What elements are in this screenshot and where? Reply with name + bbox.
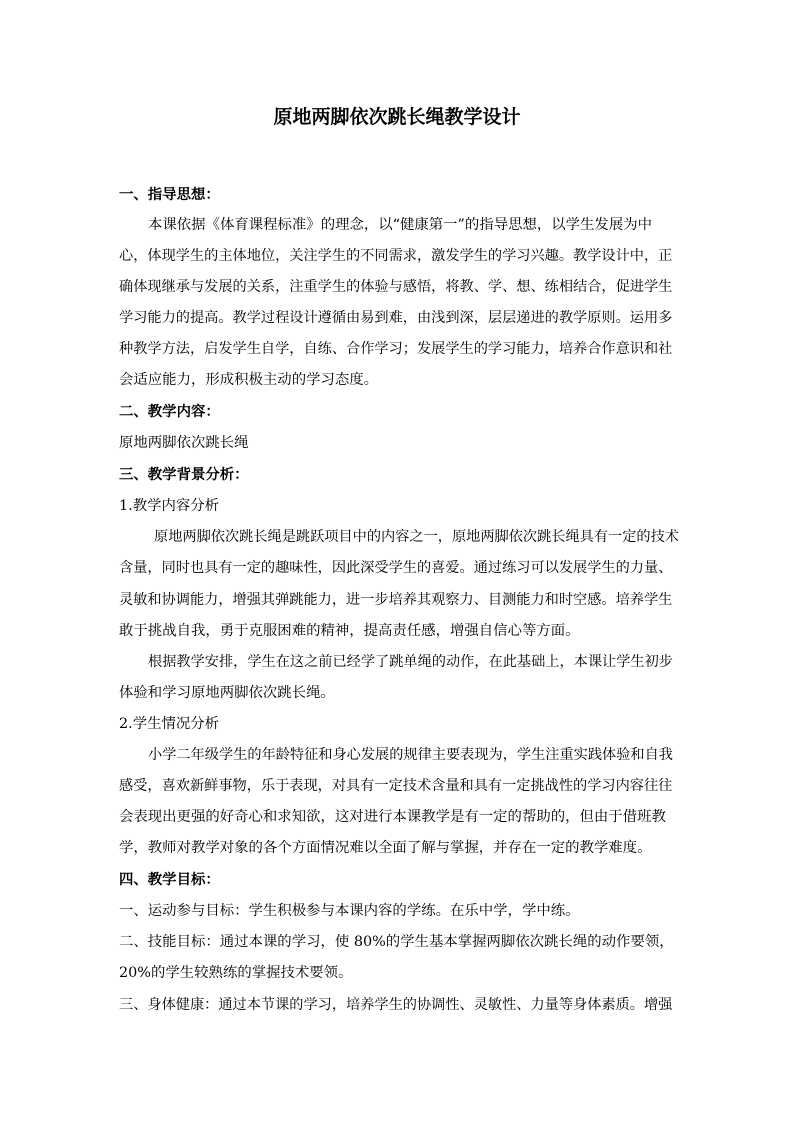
paragraph-line: 体验和学习原地两脚依次跳长绳。 <box>119 685 335 701</box>
paragraph-line: 感受，喜欢新鲜事物，乐于表现，对具有一定技术含量和具有一定挑战性的学习内容往往 <box>119 778 673 794</box>
paragraph-line: 学，教师对教学对象的各个方面情况难以全面了解与掌握，并存在一定的教学难度。 <box>119 840 652 856</box>
paragraph-line: 原地两脚依次跳长绳是跳跃项目中的内容之一，原地两脚依次跳长绳具有一定的技术 <box>154 529 679 545</box>
paragraph-line: 心，体现学生的主体地位，关注学生的不同需求，激发学生的学习兴趣。教学设计中，正 <box>119 248 673 264</box>
paragraph-line: 会表现出更强的好奇心和求知欲，这对进行本课教学是有一定的帮助的，但由于借班教 <box>119 809 666 825</box>
paragraph-line: 一、运动参与目标：学生积极参与本课内容的学练。在乐中学，学中练。 <box>119 903 580 919</box>
section-heading-content: 二、教学内容： <box>119 403 220 420</box>
subsection-heading: 2.学生情况分析 <box>119 716 220 732</box>
section-heading-objectives: 四、教学目标： <box>119 871 220 888</box>
paragraph-line: 敢于挑战自我，勇于克服困难的精神，提高责任感，增强自信心等方面。 <box>119 623 580 639</box>
paragraph-line: 20%的学生较熟练的掌握技术要领。 <box>119 965 353 981</box>
paragraph-line: 学习能力的提高。教学过程设计遵循由易到难，由浅到深，层层递进的教学原则。运用多 <box>119 310 673 326</box>
document-title: 原地两脚依次跳长绳教学设计 <box>273 106 521 128</box>
subsection-heading: 1.教学内容分析 <box>119 498 220 514</box>
paragraph-line: 种教学方法，启发学生自学，自练、合作学习；发展学生的学习能力，培养合作意识和社 <box>119 341 673 357</box>
paragraph-line: 灵敏和协调能力，增强其弹跳能力，进一步培养其观察力、目测能力和时空感。培养学生 <box>119 592 673 608</box>
section-heading-background: 三、教学背景分析： <box>119 466 249 483</box>
paragraph-line: 含量，同时也具有一定的趣味性，因此深受学生的喜爱。通过练习可以发展学生的力量、 <box>119 560 673 576</box>
paragraph-line: 原地两脚依次跳长绳 <box>119 435 249 451</box>
paragraph-line: 本课依据《体育课程标准》的理念，以“健康第一”的指导思想，以学生发展为中 <box>148 217 652 233</box>
paragraph-line: 确体现继承与发展的关系，注重学生的体验与感悟，将教、学、想、练相结合，促进学生 <box>119 279 673 295</box>
paragraph-line: 根据教学安排，学生在这之前已经学了跳单绳的动作，在此基础上，本课让学生初步 <box>148 654 673 670</box>
paragraph-line: 二、技能目标：通过本课的学习，使 80%的学生基本掌握两脚依次跳长绳的动作要领， <box>119 934 674 950</box>
paragraph-line: 会适应能力，形成积极主动的学习态度。 <box>119 372 379 388</box>
paragraph-line: 三、身体健康：通过本节课的学习，培养学生的协调性、灵敏性、力量等身体素质。增强 <box>119 997 673 1013</box>
paragraph-line: 小学二年级学生的年龄特征和身心发展的规律主要表现为，学生注重实践体验和自我 <box>148 747 673 763</box>
section-heading-guiding-thought: 一、指导思想： <box>119 186 220 203</box>
